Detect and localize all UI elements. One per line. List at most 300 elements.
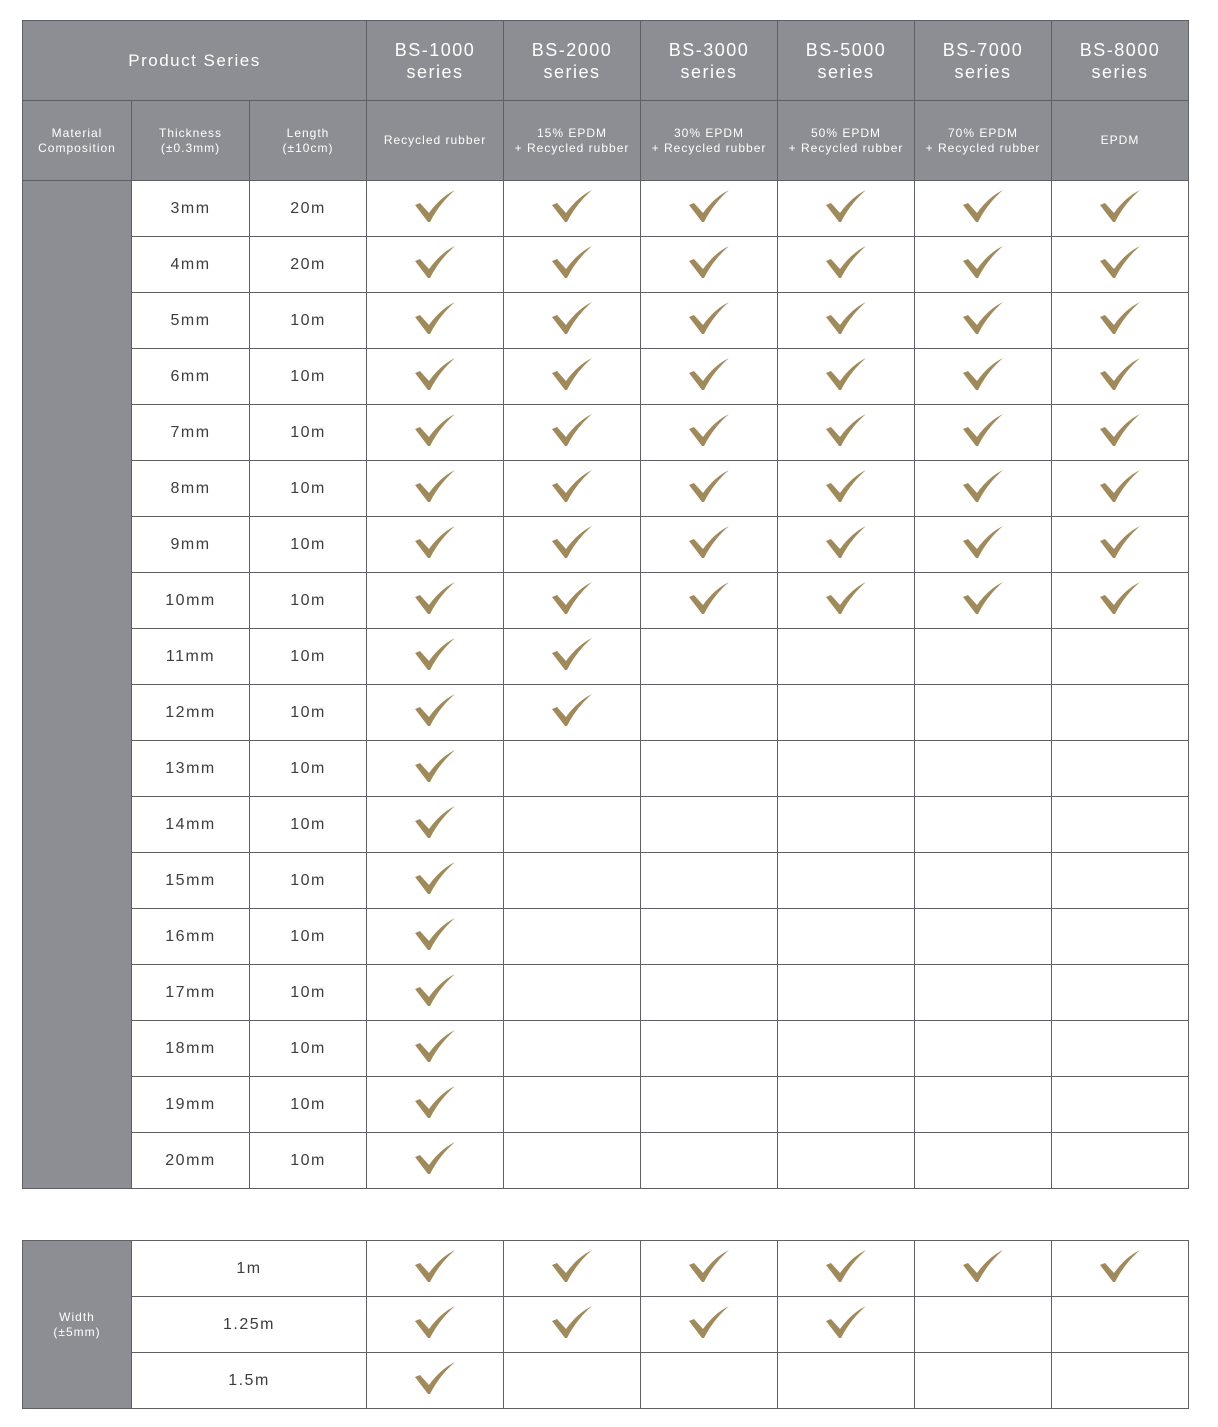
- composition-bs-1000: [367, 101, 504, 181]
- check-icon: [413, 860, 457, 896]
- availability-cell-empty: [1052, 797, 1189, 853]
- availability-cell-empty: [641, 1353, 778, 1409]
- table-row: [23, 1021, 1189, 1077]
- table-row: [23, 909, 1189, 965]
- thickness-cell: 18mm: [132, 1021, 250, 1077]
- availability-cell-available: [504, 573, 641, 629]
- product-series-header: [23, 21, 367, 101]
- table-row: [23, 965, 1189, 1021]
- availability-cell-available: [367, 573, 504, 629]
- availability-cell-empty: [641, 685, 778, 741]
- check-icon: [824, 1304, 868, 1340]
- check-icon: [961, 580, 1005, 616]
- availability-cell-available: [778, 349, 915, 405]
- length-cell: 10m: [250, 965, 367, 1021]
- availability-cell-available: [504, 349, 641, 405]
- thickness-cell: 8mm: [132, 461, 250, 517]
- thickness-cell: 19mm: [132, 1077, 250, 1133]
- check-icon: [413, 188, 457, 224]
- thickness-cell: 17mm: [132, 965, 250, 1021]
- availability-cell-empty: [1052, 741, 1189, 797]
- availability-cell-empty: [641, 1077, 778, 1133]
- table-row: [23, 293, 1189, 349]
- availability-cell-available: [778, 293, 915, 349]
- availability-cell-available: [367, 461, 504, 517]
- table-row: [23, 517, 1189, 573]
- check-icon: [687, 580, 731, 616]
- availability-cell-available: [367, 237, 504, 293]
- availability-cell-available: [504, 237, 641, 293]
- availability-cell-empty: [915, 1133, 1052, 1189]
- material-composition-header: [23, 101, 132, 181]
- availability-cell-empty: [504, 797, 641, 853]
- series-code: BS-8000: [1079, 39, 1161, 60]
- check-icon: [687, 1248, 731, 1284]
- composition-bs-3000: [641, 101, 778, 181]
- availability-cell-available: [915, 181, 1052, 237]
- availability-cell-available: [504, 293, 641, 349]
- check-icon: [413, 804, 457, 840]
- check-icon: [824, 188, 868, 224]
- check-icon: [413, 412, 457, 448]
- check-icon: [824, 468, 868, 504]
- availability-cell-available: [778, 405, 915, 461]
- availability-cell-available: [367, 405, 504, 461]
- availability-cell-empty: [641, 741, 778, 797]
- availability-cell-available: [504, 405, 641, 461]
- check-icon: [413, 1304, 457, 1340]
- thickness-cell: 11mm: [132, 629, 250, 685]
- availability-cell-empty: [915, 1353, 1052, 1409]
- availability-cell-available: [1052, 517, 1189, 573]
- composition-text: 15% EPDM: [536, 125, 608, 140]
- check-icon: [961, 468, 1005, 504]
- composition-text: EPDM: [1100, 133, 1140, 147]
- availability-cell-available: [1052, 1241, 1189, 1297]
- check-icon: [1098, 244, 1142, 280]
- availability-cell-empty: [778, 1021, 915, 1077]
- product-series-label: Product Series: [128, 50, 261, 70]
- availability-cell-available: [1052, 237, 1189, 293]
- series-header-bs-1000: [367, 21, 504, 101]
- check-icon: [824, 580, 868, 616]
- check-icon: [961, 188, 1005, 224]
- availability-cell-available: [367, 181, 504, 237]
- availability-cell-available: [641, 461, 778, 517]
- thickness-header: [132, 101, 250, 181]
- check-icon: [413, 1360, 457, 1396]
- length-cell: 10m: [250, 853, 367, 909]
- table-row: [23, 349, 1189, 405]
- availability-cell-available: [504, 685, 641, 741]
- table-row: [23, 685, 1189, 741]
- composition-text: + Recycled rubber: [788, 140, 904, 155]
- availability-cell-available: [915, 293, 1052, 349]
- check-icon: [961, 244, 1005, 280]
- availability-cell-empty: [778, 965, 915, 1021]
- check-icon: [550, 356, 594, 392]
- check-icon: [413, 636, 457, 672]
- check-icon: [1098, 524, 1142, 560]
- thickness-cell: 14mm: [132, 797, 250, 853]
- availability-cell-available: [367, 517, 504, 573]
- composition-text: + Recycled rubber: [925, 140, 1041, 155]
- availability-cell-empty: [778, 629, 915, 685]
- length-cell: 10m: [250, 1077, 367, 1133]
- table-row: [23, 461, 1189, 517]
- length-cell: 10m: [250, 685, 367, 741]
- availability-cell-available: [504, 1241, 641, 1297]
- availability-cell-available: [915, 405, 1052, 461]
- check-icon: [687, 468, 731, 504]
- availability-cell-available: [504, 461, 641, 517]
- availability-cell-empty: [915, 1297, 1052, 1353]
- series-word: series: [817, 61, 875, 82]
- check-icon: [824, 1248, 868, 1284]
- check-icon: [1098, 468, 1142, 504]
- specification-table: [22, 20, 1189, 1189]
- composition-label: Composition: [38, 140, 116, 155]
- availability-cell-available: [641, 1297, 778, 1353]
- check-icon: [824, 244, 868, 280]
- availability-cell-available: [367, 1353, 504, 1409]
- availability-cell-available: [1052, 293, 1189, 349]
- check-icon: [550, 1304, 594, 1340]
- availability-cell-empty: [1052, 909, 1189, 965]
- composition-text: + Recycled rubber: [651, 140, 767, 155]
- availability-cell-available: [1052, 349, 1189, 405]
- availability-cell-empty: [641, 797, 778, 853]
- availability-cell-available: [641, 181, 778, 237]
- length-label: Length: [286, 125, 330, 140]
- check-icon: [1098, 1248, 1142, 1284]
- availability-cell-available: [504, 517, 641, 573]
- table-row: [23, 1133, 1189, 1189]
- check-icon: [413, 244, 457, 280]
- length-cell: 10m: [250, 573, 367, 629]
- length-cell: 10m: [250, 797, 367, 853]
- series-word: series: [1091, 61, 1149, 82]
- availability-cell-available: [367, 797, 504, 853]
- availability-cell-available: [367, 1241, 504, 1297]
- availability-cell-available: [915, 573, 1052, 629]
- length-cell: 20m: [250, 181, 367, 237]
- availability-cell-available: [367, 741, 504, 797]
- availability-cell-empty: [1052, 1077, 1189, 1133]
- availability-cell-empty: [641, 909, 778, 965]
- check-icon: [824, 300, 868, 336]
- table-row: [23, 629, 1189, 685]
- availability-cell-available: [915, 237, 1052, 293]
- availability-cell-available: [504, 1297, 641, 1353]
- availability-cell-empty: [504, 1353, 641, 1409]
- width-row: [23, 1353, 1189, 1409]
- availability-cell-empty: [1052, 685, 1189, 741]
- availability-cell-empty: [1052, 629, 1189, 685]
- composition-text: + Recycled rubber: [514, 140, 630, 155]
- availability-cell-available: [1052, 573, 1189, 629]
- material-side-band: [23, 181, 132, 1189]
- check-icon: [413, 580, 457, 616]
- length-header: [250, 101, 367, 181]
- availability-cell-available: [778, 181, 915, 237]
- width-tolerance: (±5mm): [53, 1324, 101, 1339]
- length-tolerance: (±10cm): [282, 140, 334, 155]
- check-icon: [961, 412, 1005, 448]
- availability-cell-empty: [778, 909, 915, 965]
- availability-cell-available: [367, 853, 504, 909]
- availability-cell-empty: [641, 629, 778, 685]
- thickness-cell: 6mm: [132, 349, 250, 405]
- thickness-cell: 16mm: [132, 909, 250, 965]
- check-icon: [413, 300, 457, 336]
- width-row: [23, 1241, 1189, 1297]
- check-icon: [413, 692, 457, 728]
- availability-cell-available: [641, 293, 778, 349]
- check-icon: [687, 300, 731, 336]
- width-header: [23, 1241, 132, 1409]
- availability-cell-empty: [915, 909, 1052, 965]
- check-icon: [687, 188, 731, 224]
- length-cell: 10m: [250, 293, 367, 349]
- check-icon: [961, 524, 1005, 560]
- width-value-cell: 1.25m: [132, 1297, 367, 1353]
- thickness-cell: 5mm: [132, 293, 250, 349]
- thickness-cell: 12mm: [132, 685, 250, 741]
- availability-cell-available: [641, 517, 778, 573]
- length-cell: 10m: [250, 405, 367, 461]
- check-icon: [824, 356, 868, 392]
- thickness-cell: 4mm: [132, 237, 250, 293]
- check-icon: [1098, 356, 1142, 392]
- check-icon: [961, 356, 1005, 392]
- length-cell: 10m: [250, 1021, 367, 1077]
- availability-cell-empty: [778, 1077, 915, 1133]
- availability-cell-available: [778, 237, 915, 293]
- availability-cell-empty: [504, 1077, 641, 1133]
- width-table: [22, 1240, 1189, 1409]
- availability-cell-available: [504, 629, 641, 685]
- availability-cell-empty: [504, 741, 641, 797]
- length-cell: 10m: [250, 517, 367, 573]
- availability-cell-empty: [915, 741, 1052, 797]
- series-word: series: [406, 61, 464, 82]
- composition-text: Recycled rubber: [383, 133, 487, 147]
- check-icon: [413, 916, 457, 952]
- length-cell: 10m: [250, 461, 367, 517]
- availability-cell-available: [778, 573, 915, 629]
- width-row: [23, 1297, 1189, 1353]
- availability-cell-empty: [1052, 1353, 1189, 1409]
- availability-cell-empty: [1052, 1297, 1189, 1353]
- thickness-cell: 13mm: [132, 741, 250, 797]
- availability-cell-empty: [1052, 1021, 1189, 1077]
- check-icon: [961, 300, 1005, 336]
- availability-cell-available: [778, 517, 915, 573]
- check-icon: [687, 412, 731, 448]
- availability-cell-available: [367, 349, 504, 405]
- availability-cell-empty: [1052, 1133, 1189, 1189]
- composition-bs-8000: [1052, 101, 1189, 181]
- availability-cell-empty: [504, 853, 641, 909]
- series-word: series: [954, 61, 1012, 82]
- check-icon: [413, 524, 457, 560]
- check-icon: [550, 188, 594, 224]
- check-icon: [550, 1248, 594, 1284]
- check-icon: [550, 580, 594, 616]
- check-icon: [550, 636, 594, 672]
- availability-cell-empty: [778, 853, 915, 909]
- check-icon: [413, 748, 457, 784]
- check-icon: [413, 972, 457, 1008]
- thickness-cell: 20mm: [132, 1133, 250, 1189]
- length-cell: 10m: [250, 349, 367, 405]
- table-row: [23, 797, 1189, 853]
- table-row: [23, 237, 1189, 293]
- check-icon: [413, 356, 457, 392]
- availability-cell-available: [367, 293, 504, 349]
- thickness-cell: 9mm: [132, 517, 250, 573]
- availability-cell-available: [641, 573, 778, 629]
- check-icon: [687, 356, 731, 392]
- table-row: [23, 181, 1189, 237]
- check-icon: [413, 1028, 457, 1064]
- material-label: Material: [51, 125, 103, 140]
- check-icon: [687, 244, 731, 280]
- thickness-tolerance: (±0.3mm): [160, 140, 221, 155]
- availability-cell-available: [915, 349, 1052, 405]
- composition-bs-5000: [778, 101, 915, 181]
- availability-cell-available: [367, 965, 504, 1021]
- availability-cell-empty: [778, 797, 915, 853]
- availability-cell-available: [915, 1241, 1052, 1297]
- availability-cell-empty: [915, 797, 1052, 853]
- check-icon: [824, 524, 868, 560]
- check-icon: [687, 524, 731, 560]
- length-cell: 20m: [250, 237, 367, 293]
- availability-cell-empty: [1052, 853, 1189, 909]
- length-cell: 10m: [250, 629, 367, 685]
- series-header-bs-8000: [1052, 21, 1189, 101]
- availability-cell-available: [641, 237, 778, 293]
- check-icon: [550, 412, 594, 448]
- series-code: BS-1000: [394, 39, 476, 60]
- check-icon: [413, 1084, 457, 1120]
- availability-cell-available: [778, 461, 915, 517]
- availability-cell-empty: [778, 685, 915, 741]
- availability-cell-available: [641, 1241, 778, 1297]
- availability-cell-empty: [915, 965, 1052, 1021]
- availability-cell-empty: [641, 1133, 778, 1189]
- availability-cell-empty: [504, 1021, 641, 1077]
- availability-cell-available: [367, 1297, 504, 1353]
- series-code: BS-2000: [531, 39, 613, 60]
- length-cell: 10m: [250, 909, 367, 965]
- availability-cell-available: [367, 629, 504, 685]
- thickness-cell: 15mm: [132, 853, 250, 909]
- series-word: series: [680, 61, 738, 82]
- availability-cell-available: [778, 1241, 915, 1297]
- availability-cell-empty: [915, 853, 1052, 909]
- composition-bs-7000: [915, 101, 1052, 181]
- check-icon: [550, 692, 594, 728]
- check-icon: [824, 412, 868, 448]
- availability-cell-available: [367, 685, 504, 741]
- availability-cell-empty: [915, 1021, 1052, 1077]
- availability-cell-empty: [778, 741, 915, 797]
- series-code: BS-3000: [668, 39, 750, 60]
- availability-cell-available: [915, 461, 1052, 517]
- availability-cell-available: [915, 517, 1052, 573]
- availability-cell-available: [1052, 461, 1189, 517]
- availability-cell-empty: [778, 1353, 915, 1409]
- availability-cell-empty: [504, 909, 641, 965]
- availability-cell-available: [504, 181, 641, 237]
- availability-cell-empty: [915, 685, 1052, 741]
- check-icon: [550, 524, 594, 560]
- series-word: series: [543, 61, 601, 82]
- table-row: [23, 573, 1189, 629]
- length-cell: 10m: [250, 741, 367, 797]
- check-icon: [687, 1304, 731, 1340]
- thickness-cell: 3mm: [132, 181, 250, 237]
- composition-text: 30% EPDM: [673, 125, 745, 140]
- availability-cell-empty: [641, 965, 778, 1021]
- thickness-cell: 10mm: [132, 573, 250, 629]
- availability-cell-available: [778, 1297, 915, 1353]
- availability-cell-available: [1052, 405, 1189, 461]
- check-icon: [550, 244, 594, 280]
- table-row: [23, 741, 1189, 797]
- composition-text: 70% EPDM: [947, 125, 1019, 140]
- series-code: BS-5000: [805, 39, 887, 60]
- check-icon: [413, 1140, 457, 1176]
- series-header-bs-7000: [915, 21, 1052, 101]
- width-value-cell: 1m: [132, 1241, 367, 1297]
- thickness-label: Thickness: [158, 125, 223, 140]
- availability-cell-empty: [641, 853, 778, 909]
- series-header-bs-5000: [778, 21, 915, 101]
- composition-bs-2000: [504, 101, 641, 181]
- availability-cell-empty: [504, 1133, 641, 1189]
- check-icon: [1098, 300, 1142, 336]
- availability-cell-empty: [915, 1077, 1052, 1133]
- availability-cell-available: [641, 349, 778, 405]
- width-label: Width: [59, 1309, 95, 1324]
- series-header-bs-3000: [641, 21, 778, 101]
- availability-cell-available: [367, 1133, 504, 1189]
- availability-cell-empty: [1052, 965, 1189, 1021]
- width-value-cell: 1.5m: [132, 1353, 367, 1409]
- availability-cell-empty: [504, 965, 641, 1021]
- table-row: [23, 405, 1189, 461]
- check-icon: [550, 300, 594, 336]
- check-icon: [1098, 188, 1142, 224]
- availability-cell-available: [367, 909, 504, 965]
- check-icon: [1098, 412, 1142, 448]
- thickness-cell: 7mm: [132, 405, 250, 461]
- check-icon: [961, 1248, 1005, 1284]
- availability-cell-empty: [641, 1021, 778, 1077]
- availability-cell-available: [367, 1021, 504, 1077]
- check-icon: [1098, 580, 1142, 616]
- length-cell: 10m: [250, 1133, 367, 1189]
- availability-cell-empty: [915, 629, 1052, 685]
- check-icon: [550, 468, 594, 504]
- composition-text: 50% EPDM: [810, 125, 882, 140]
- table-row: [23, 1077, 1189, 1133]
- availability-cell-available: [641, 405, 778, 461]
